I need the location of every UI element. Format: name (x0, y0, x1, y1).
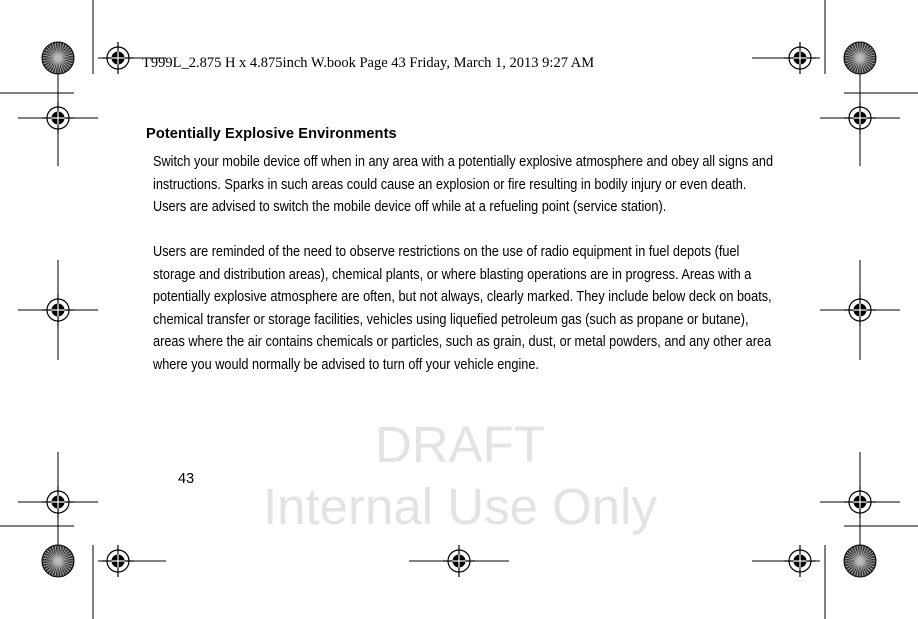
registration-mark (784, 42, 816, 74)
registration-mark (844, 486, 876, 518)
registration-mark (844, 102, 876, 134)
registration-mark (42, 102, 74, 134)
registration-mark (844, 294, 876, 326)
page-number: 43 (178, 471, 195, 487)
registration-mark (42, 486, 74, 518)
draft-watermark (230, 414, 690, 538)
color-star-target (844, 42, 876, 74)
registration-mark (102, 42, 134, 74)
color-star-target (42, 42, 74, 74)
color-star-target (844, 545, 876, 577)
registration-mark (443, 545, 475, 577)
book-header-info: T999L_2.875 H x 4.875inch W.book Page 43 Friday, March 1, 2013 9:27 AM (142, 55, 595, 71)
watermark-line-2: Internal Use Only (262, 478, 657, 535)
section-title: Potentially Explosive Environments (146, 126, 397, 142)
watermark-line-1: DRAFT (375, 416, 545, 473)
registration-mark (102, 545, 134, 577)
registration-mark (42, 294, 74, 326)
body-paragraph-1: Switch your mobile device off when in any area with a potentially explosive atmosphere and obey all signs and instructions. Sparks in such areas could cause an explosion or fire resulting in bodily injury or even death. Users are advised to switch the mobile device off while at a refueling point (service station). (153, 154, 774, 215)
registration-mark (784, 545, 816, 577)
body-paragraph-2: Users are reminded of the need to observe restrictions on the use of radio equipment in fuel depots (fuel storage and distribution areas), chemical plants, or where blasting operations are in progress. Areas with a potentially explosive atmosphere are often, but not always, clearly marked. They include below deck on boats, chemical transfer or storage facilities, vehicles using liquefied petroleum gas (such as propane or butane), areas where the air contains chemicals or particles, such as grain, dust, or metal powders, and any other area where you would normally be advised to turn off your vehicle engine. (153, 244, 772, 373)
color-star-target (42, 545, 74, 577)
